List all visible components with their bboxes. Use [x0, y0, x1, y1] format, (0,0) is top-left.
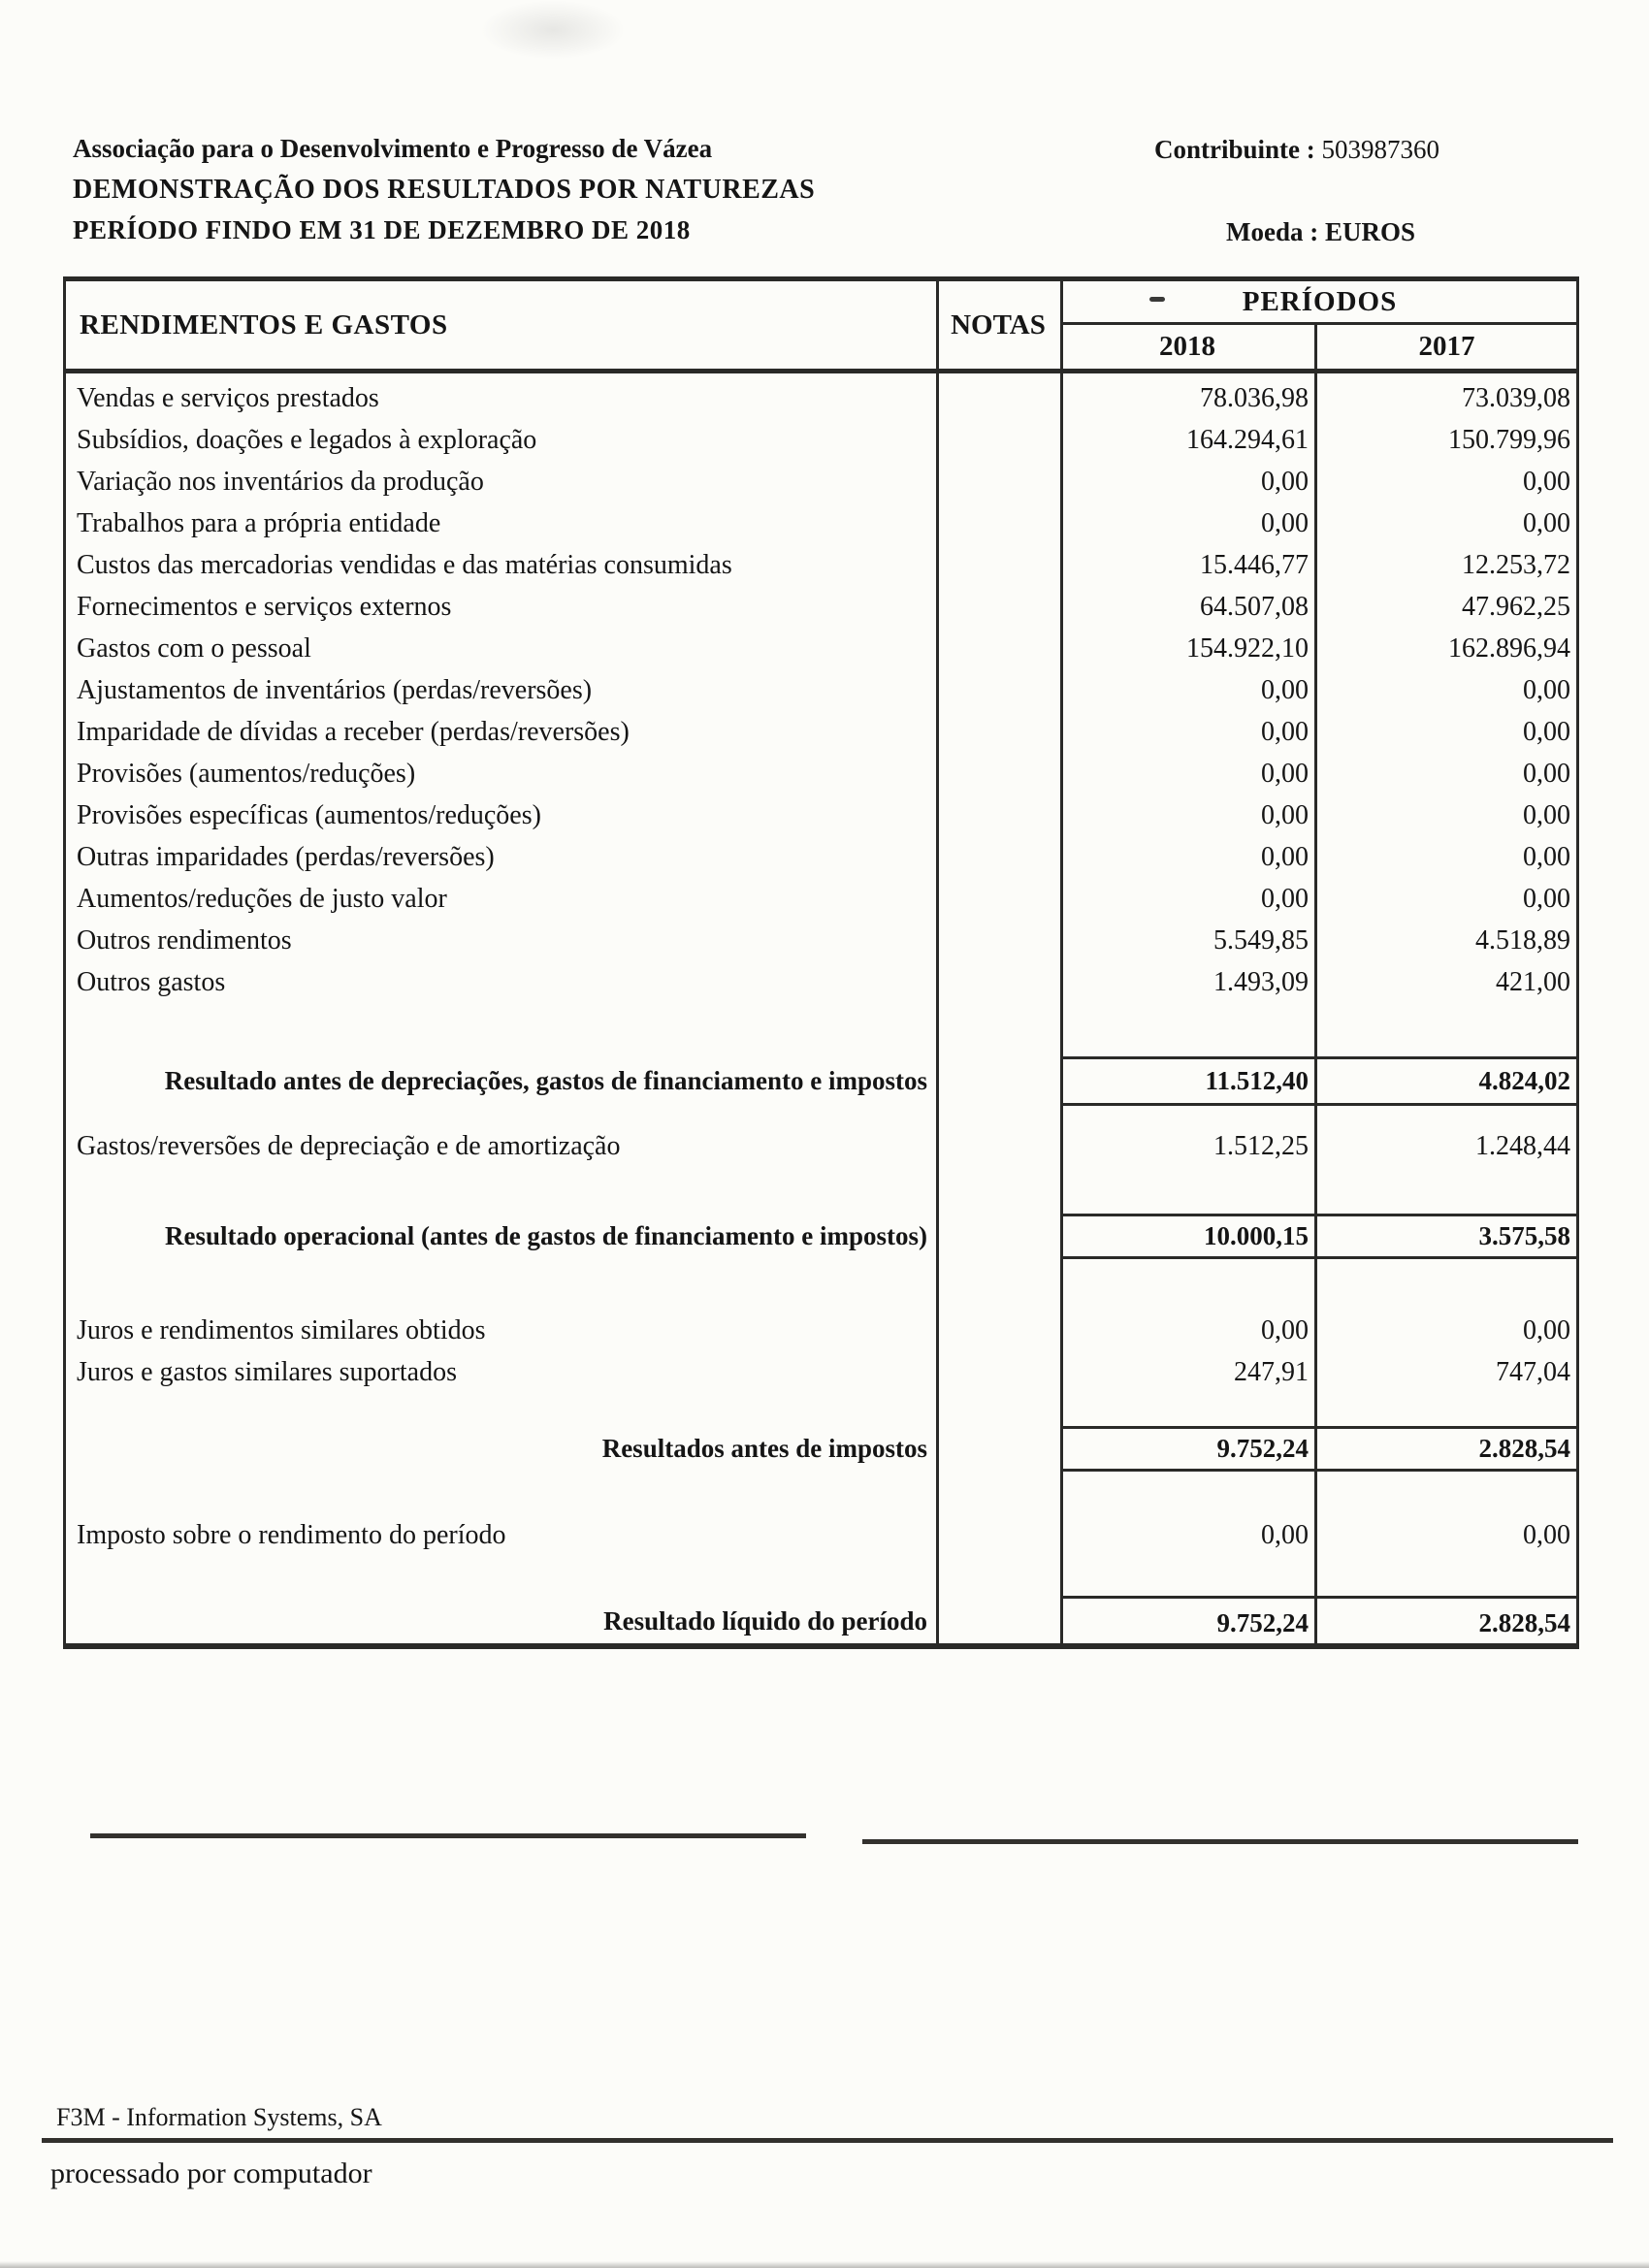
- subtotal-row-ebitda: [63, 1056, 1579, 1106]
- scan-smudge-artifact: [480, 0, 626, 60]
- row-notes-cell: [936, 1125, 1060, 1167]
- subtotal-row-net-result: [63, 1596, 1579, 1647]
- table-spacer: [63, 1167, 1579, 1214]
- row-value-2017: 0,00: [1523, 758, 1570, 789]
- period-line: PERÍODO FINDO EM 31 DE DEZEMBRO DE 2018: [73, 215, 691, 244]
- row-value-2018: 64.507,08: [1200, 591, 1309, 622]
- table-spacer: [63, 1003, 1579, 1056]
- row-label: Imposto sobre o rendimento do período: [77, 1519, 506, 1550]
- row-notes-cell: [936, 419, 1060, 461]
- row-label: Juros e rendimentos similares obtidos: [77, 1314, 486, 1345]
- periods-bullet-icon: [1149, 297, 1165, 302]
- table-row: [63, 1351, 1579, 1393]
- signature-line-left: [90, 1833, 806, 1838]
- row-notes-cell: [936, 377, 1060, 419]
- row-notes-cell: [936, 836, 1060, 878]
- table-spacer: [63, 1556, 1579, 1596]
- row-value-2017: 0,00: [1523, 716, 1570, 747]
- row-value-2017: 747,04: [1496, 1356, 1570, 1387]
- row-value-2017: 421,00: [1496, 966, 1570, 997]
- row-label: Provisões específicas (aumentos/reduções): [77, 799, 541, 830]
- table-row: [63, 502, 1579, 544]
- row-value-2017: 0,00: [1523, 507, 1570, 538]
- table-rows: [63, 373, 1579, 1647]
- table-row: [63, 711, 1579, 753]
- row-notes-cell: [936, 920, 1060, 961]
- subtotal-row-operating-result: [63, 1214, 1579, 1259]
- subtotal-label: Resultado líquido do período: [603, 1606, 927, 1636]
- footer-rule: [42, 2138, 1613, 2143]
- table-row: [63, 794, 1579, 836]
- row-notes-cell: [936, 753, 1060, 794]
- row-notes-cell: [936, 1056, 1060, 1106]
- row-notes-cell: [936, 1596, 1060, 1647]
- column-header-items: RENDIMENTOS E GASTOS: [80, 308, 448, 340]
- row-value-2018: 1.512,25: [1213, 1130, 1309, 1161]
- row-label: Provisões (aumentos/reduções): [77, 758, 416, 789]
- row-value-2017: 0,00: [1523, 1314, 1570, 1345]
- taxpayer-label: Contribuinte :: [1154, 135, 1315, 164]
- row-value-2017: 12.253,72: [1462, 549, 1570, 580]
- row-notes-cell: [936, 1351, 1060, 1393]
- row-label: Ajustamentos de inventários (perdas/reversões): [77, 674, 593, 705]
- table-spacer: [63, 1259, 1579, 1310]
- row-value-2018: 247,91: [1234, 1356, 1309, 1387]
- row-label: Juros e gastos similares suportados: [77, 1356, 457, 1387]
- subtotal-value-2018: 9.752,24: [1060, 1426, 1314, 1472]
- row-value-2017: 0,00: [1523, 841, 1570, 872]
- row-notes-cell: [936, 711, 1060, 753]
- table-row: [63, 1125, 1579, 1167]
- row-value-2018: 0,00: [1261, 507, 1309, 538]
- row-value-2018: 0,00: [1261, 841, 1309, 872]
- currency-label: Moeda :: [1226, 217, 1319, 246]
- row-label: Outros gastos: [77, 966, 226, 997]
- row-notes-cell: [936, 1426, 1060, 1472]
- row-notes-cell: [936, 628, 1060, 669]
- row-label: Custos das mercadorias vendidas e das matérias consumidas: [77, 549, 732, 580]
- row-label: Outras imparidades (perdas/reversões): [77, 841, 495, 872]
- row-label: Imparidade de dívidas a receber (perdas/reversões): [77, 716, 630, 747]
- company-name: Associação para o Desenvolvimento e Progresso de Vázea: [73, 134, 713, 163]
- row-notes-cell: [936, 961, 1060, 1003]
- document-title: DEMONSTRAÇÃO DOS RESULTADOS POR NATUREZAS: [73, 175, 816, 205]
- row-label: Gastos/reversões de depreciação e de amortização: [77, 1130, 621, 1161]
- processed-by-computer-note: processado por computador: [50, 2157, 372, 2189]
- table-row: [63, 669, 1579, 711]
- row-value-2018: 0,00: [1261, 799, 1309, 830]
- row-value-2018: 0,00: [1261, 883, 1309, 914]
- table-row: [63, 628, 1579, 669]
- subtotal-label: Resultados antes de impostos: [601, 1434, 927, 1463]
- row-value-2018: 1.493,09: [1213, 966, 1309, 997]
- row-value-2017: 0,00: [1523, 674, 1570, 705]
- row-value-2018: 0,00: [1261, 716, 1309, 747]
- table-row: [63, 1310, 1579, 1351]
- row-notes-cell: [936, 878, 1060, 920]
- row-value-2017: 0,00: [1523, 883, 1570, 914]
- column-header-2018: 2018: [1159, 331, 1215, 362]
- taxpayer-number: 503987360: [1321, 135, 1440, 164]
- row-label: Outros rendimentos: [77, 924, 292, 956]
- currency-value: EUROS: [1324, 217, 1416, 246]
- table-spacer: [63, 1106, 1579, 1125]
- row-value-2018: 154.922,10: [1186, 632, 1309, 664]
- table-spacer: [63, 1472, 1579, 1514]
- subtotal-value-2018: 10.000,15: [1060, 1214, 1314, 1259]
- scan-edge-artifact: [0, 2261, 1649, 2268]
- subtotal-value-2018: 9.752,24: [1060, 1596, 1314, 1647]
- row-label: Vendas e serviços prestados: [77, 382, 379, 413]
- table-row: [63, 753, 1579, 794]
- table-row: [63, 836, 1579, 878]
- row-value-2017: 4.518,89: [1475, 924, 1570, 956]
- currency-line: [1226, 217, 1415, 247]
- table-row: [63, 544, 1579, 586]
- row-notes-cell: [936, 586, 1060, 628]
- income-statement-table: [63, 276, 1579, 1649]
- table-row: [63, 1514, 1579, 1556]
- subtotal-value-2017: 4.824,02: [1314, 1056, 1579, 1106]
- row-value-2018: 0,00: [1261, 758, 1309, 789]
- taxpayer-id: [1154, 135, 1439, 165]
- row-notes-cell: [936, 669, 1060, 711]
- row-notes-cell: [936, 1310, 1060, 1351]
- row-value-2017: 1.248,44: [1475, 1130, 1570, 1161]
- row-value-2017: 162.896,94: [1448, 632, 1570, 664]
- subtotal-row-pre-tax-result: [63, 1426, 1579, 1472]
- subtotal-value-2017: 2.828,54: [1314, 1426, 1579, 1472]
- row-notes-cell: [936, 1514, 1060, 1556]
- table-row: [63, 461, 1579, 502]
- subtotal-value-2017: 3.575,58: [1314, 1214, 1579, 1259]
- row-value-2017: 0,00: [1523, 799, 1570, 830]
- table-row: [63, 920, 1579, 961]
- table-row: [63, 961, 1579, 1003]
- signature-line-right: [862, 1839, 1578, 1844]
- row-value-2018: 5.549,85: [1213, 924, 1309, 956]
- row-value-2018: 15.446,77: [1200, 549, 1309, 580]
- row-label: Variação nos inventários da produção: [77, 466, 484, 497]
- row-value-2017: 150.799,96: [1448, 424, 1570, 455]
- row-label: Trabalhos para a própria entidade: [77, 507, 441, 538]
- table-row: [63, 878, 1579, 920]
- row-value-2018: 0,00: [1261, 1314, 1309, 1345]
- table-spacer: [63, 1393, 1579, 1426]
- row-value-2017: 0,00: [1523, 466, 1570, 497]
- row-value-2018: 164.294,61: [1186, 424, 1309, 455]
- column-header-2017: 2017: [1418, 331, 1475, 362]
- row-notes-cell: [936, 794, 1060, 836]
- subtotal-value-2017: 2.828,54: [1314, 1596, 1579, 1647]
- row-label: Gastos com o pessoal: [77, 632, 311, 664]
- row-value-2017: 47.962,25: [1462, 591, 1570, 622]
- row-label: Fornecimentos e serviços externos: [77, 591, 452, 622]
- row-notes-cell: [936, 1214, 1060, 1259]
- subtotal-label: Resultado operacional (antes de gastos de financiamento e impostos): [165, 1221, 927, 1250]
- row-value-2018: 0,00: [1261, 1519, 1309, 1550]
- subtotal-label: Resultado antes de depreciações, gastos de financiamento e impostos: [164, 1066, 927, 1095]
- row-value-2018: 0,00: [1261, 466, 1309, 497]
- row-notes-cell: [936, 544, 1060, 586]
- table-row: [63, 419, 1579, 461]
- row-value-2017: 73.039,08: [1462, 382, 1570, 413]
- row-notes-cell: [936, 461, 1060, 502]
- row-notes-cell: [936, 502, 1060, 544]
- row-value-2017: 0,00: [1523, 1519, 1570, 1550]
- table-row: [63, 377, 1579, 419]
- subtotal-value-2018: 11.512,40: [1060, 1056, 1314, 1106]
- column-header-periods: PERÍODOS: [1242, 285, 1398, 317]
- row-value-2018: 0,00: [1261, 674, 1309, 705]
- row-value-2018: 78.036,98: [1200, 382, 1309, 413]
- table-row: [63, 586, 1579, 628]
- row-label: Subsídios, doações e legados à exploração: [77, 424, 537, 455]
- row-label: Aumentos/reduções de justo valor: [77, 883, 447, 914]
- column-header-notes: NOTAS: [951, 308, 1046, 340]
- software-vendor: F3M - Information Systems, SA: [56, 2103, 382, 2131]
